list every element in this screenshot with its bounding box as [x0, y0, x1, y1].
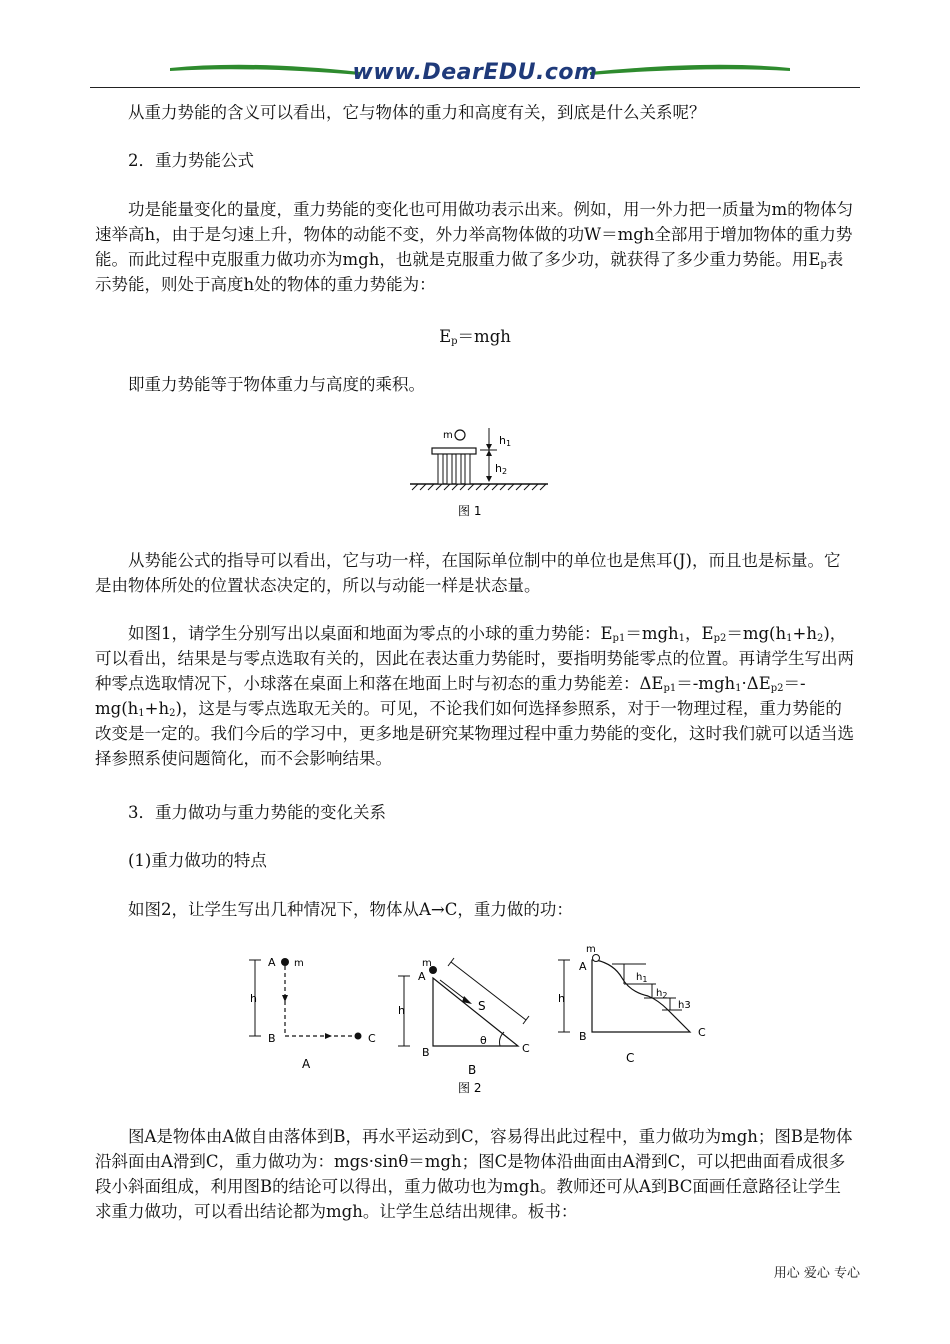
h2-label: h2: [495, 462, 508, 476]
svg-text:θ: θ: [480, 1034, 487, 1047]
header-rule: [90, 87, 860, 88]
page-footer: 用心 爱心 专心: [773, 1266, 860, 1281]
svg-text:A: A: [268, 956, 276, 969]
figure-1-caption: 图 1: [458, 504, 482, 518]
svg-text:h: h: [250, 992, 257, 1005]
paragraph-intro: 从重力势能的含义可以看出，它与物体的重力和高度有关，到底是什么关系呢？: [128, 103, 706, 122]
svg-text:B: B: [268, 1032, 276, 1045]
heading-characteristics: (1)重力做功的特点: [128, 851, 267, 870]
svg-text:m: m: [422, 958, 432, 969]
svg-text:B: B: [468, 1063, 477, 1077]
table-top: [432, 448, 476, 454]
site-name[interactable]: www.DearEDU.com: [352, 60, 598, 85]
symbol-sub: p: [820, 259, 827, 270]
svg-text:h1: $h_1$: [636, 972, 648, 984]
svg-text:h: h: [558, 992, 565, 1005]
svg-text:A: A: [579, 960, 587, 973]
paragraph-work-energy: [95, 197, 855, 297]
figure-2-caption: 图 2: [458, 1081, 482, 1095]
ball: [455, 430, 465, 440]
paragraph-reference: 如图1，请学生分别写出以桌面和地面为零点的小球的重力势能：$E_{p1}=mgh_1$，$E_{p2}=mg(h_1+h_2)$，可以看出，结果是与零点选取有关的，因此在表达重力势能时，要指明势能零点的位置。再请学生写出两种零点选取情况下，小球落在桌面上和落在地面上时与初态的重力势能差：$\Delta E_{p1}=-mgh_1\cdot\Delta E_{p2}=-mg(h_1+h_2)$，这是与零点选取无关的。可见，不论我们如何选择参照系，对于一物理过程，重力势能的改变是一定的。我们今后的学习中，更多地是研究某物理过程中重力势能的变化，这时我们就可以适当选择参照系使问题简化，而不会影响结果。: [95, 624, 854, 768]
svg-text:m: m: [586, 944, 596, 955]
h1-label: h1: [499, 434, 512, 448]
formula-e: E: [439, 327, 452, 346]
figure-2-panel-a: [249, 956, 376, 1071]
mass-label: m: [443, 430, 453, 441]
paragraph-text-tail: 表示势能，则处于高度h处的物体的重力势能为：: [95, 250, 844, 294]
paragraph-product: 即重力势能等于物体重力与高度的乘积。: [128, 375, 425, 394]
symbol-e: E: [808, 250, 821, 269]
paragraph-figure2-intro: 如图2，让学生写出几种情况下，物体从A→C，重力做的功：: [128, 900, 573, 919]
svg-text:h2: $h_2$: [656, 988, 668, 1000]
svg-text:C: C: [698, 1026, 706, 1039]
formula-tail: ＝mgh: [457, 327, 511, 346]
heading-formula: 2．重力势能公式: [128, 151, 254, 170]
site-header: [90, 56, 860, 90]
svg-text:B: B: [579, 1030, 587, 1043]
svg-text:C: C: [626, 1051, 635, 1065]
svg-text:h3: h3: [678, 1000, 691, 1011]
paragraph-text: 功是能量变化的量度，重力势能的变化也可用做功表示出来。例如，用一外力把一质量为m的物体匀速举高h，由于是匀速上升，物体的动能不变，外力举高物体做的功W＝mgh全部用于增加物体的重力势能。而此过程中克服重力做功亦为mgh，也就是克服重力做了多少功，就获得了多少重力势能。用: [95, 200, 854, 269]
svg-text:h: h: [398, 1004, 405, 1017]
svg-text:B: B: [422, 1046, 430, 1059]
svg-text:S: S: [478, 999, 486, 1013]
svg-text:m: m: [294, 958, 304, 969]
paragraph-conclusion: 图A是物体由A做自由落体到B，再水平运动到C，容易得出此过程中，重力做功为mgh；图B是物体沿斜面由A滑到C，重力做功为：mgs·sinθ＝mgh；图C是物体沿曲面由A滑到C，可以把曲面看成很多段小斜面组成，利用图B的结论可以得出，重力做功也为mgh。教师还可从A到BC面画任意路径让学生求重力做功，可以看出结论都为mgh。让学生总结出规律。板书：: [95, 1127, 853, 1221]
heading-relation: 3．重力做功与重力势能的变化关系: [128, 803, 386, 822]
figure-1: [400, 420, 560, 525]
figure-2-panel-c: [558, 944, 706, 1065]
figure-2: [230, 940, 730, 1100]
svg-text:A: A: [418, 970, 426, 983]
formula-ep: [95, 324, 855, 349]
paragraph-unit: 从势能公式的指导可以看出，它与功一样，在国际单位制中的单位也是焦耳(J)，而且也是标量。它是由物体所处的位置状态决定的，所以与动能一样是状态量。: [95, 551, 841, 595]
svg-text:C: C: [368, 1032, 376, 1045]
svg-text:C: C: [522, 1042, 530, 1055]
figure-2-panel-b: [398, 958, 530, 1077]
svg-text:A: A: [302, 1057, 311, 1071]
formula-sub: p: [451, 336, 458, 347]
